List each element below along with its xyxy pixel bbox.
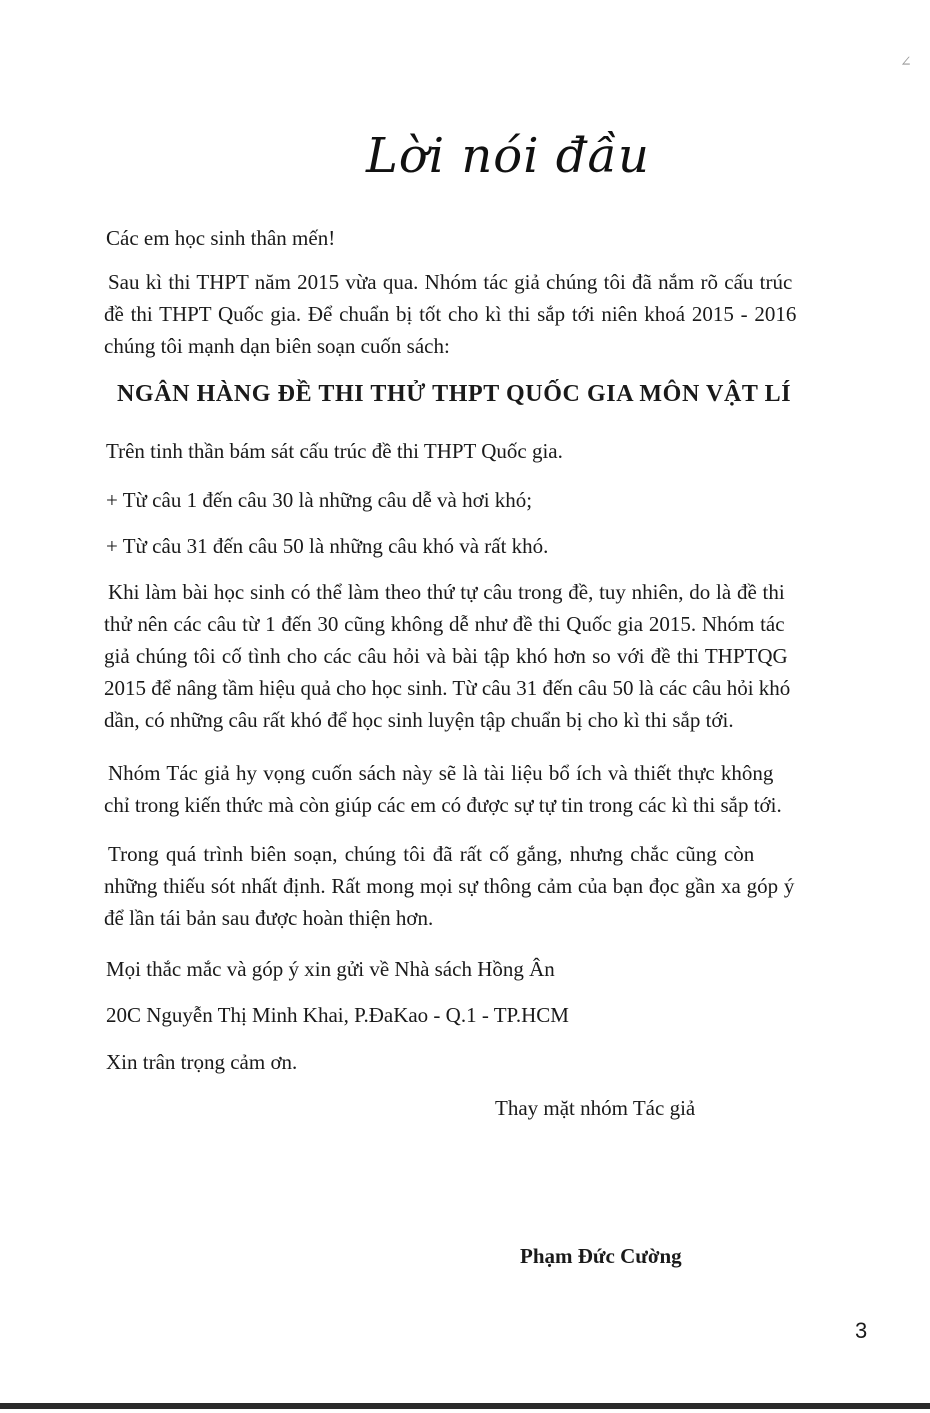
apology-line: Trong quá trình biên soạn, chúng tôi đã rất cố gắng, nhưng chắc cũng còn (108, 842, 755, 866)
hope-line: chỉ trong kiến thức mà còn giúp các em có được sự tự tin trong các kì thi sắp tới. (104, 793, 782, 817)
address-line: 20C Nguyễn Thị Minh Khai, P.ĐaKao - Q.1 - TP.HCM (106, 1003, 569, 1027)
page-number: 3 (855, 1318, 868, 1343)
guidance-line: 2015 để nâng tầm hiệu quả cho học sinh. Từ câu 31 đến câu 50 là các câu hỏi khó (104, 676, 791, 700)
thanks-line: Xin trân trọng cảm ơn. (106, 1050, 298, 1074)
book-title: NGÂN HÀNG ĐỀ THI THỬ THPT QUỐC GIA MÔN VẬT LÍ (117, 381, 792, 407)
intro-paragraph (106, 266, 870, 362)
hope-paragraph (106, 757, 870, 821)
corner-mark: ∠ (900, 54, 912, 70)
structure-note: Trên tinh thần bám sát cấu trúc đề thi THPT Quốc gia. (106, 439, 563, 463)
apology-paragraph (106, 838, 870, 934)
intro-line: Sau kì thi THPT năm 2015 vừa qua. Nhóm tác giả chúng tôi đã nắm rõ cấu trúc (108, 270, 793, 294)
author-name: Phạm Đức Cường (520, 1244, 682, 1268)
bottom-rule (0, 1403, 930, 1409)
guidance-paragraph (106, 576, 870, 736)
bullet-item: + Từ câu 1 đến câu 30 là những câu dễ và hơi khó; (106, 488, 533, 512)
intro-line: chúng tôi mạnh dạn biên soạn cuốn sách: (104, 334, 450, 358)
bullet-item: + Từ câu 31 đến câu 50 là những câu khó và rất khó. (106, 534, 549, 558)
apology-line: để lần tái bản sau được hoàn thiện hơn. (104, 906, 434, 930)
guidance-line: thử nên các câu từ 1 đến 30 cũng không dễ như đề thi Quốc gia 2015. Nhóm tác (104, 612, 785, 636)
apology-line: những thiếu sót nhất định. Rất mong mọi sự thông cảm của bạn đọc gần xa góp ý (104, 874, 795, 898)
greeting: Các em học sinh thân mến! (106, 226, 336, 250)
page-heading: Lời nói đầu (366, 128, 650, 184)
intro-line: đề thi THPT Quốc gia. Để chuẩn bị tốt cho kì thi sắp tới niên khoá 2015 - 2016 (104, 302, 797, 326)
on-behalf-line: Thay mặt nhóm Tác giả (495, 1096, 696, 1120)
contact-line: Mọi thắc mắc và góp ý xin gửi về Nhà sách Hồng Ân (106, 957, 555, 981)
guidance-line: dần, có những câu rất khó để học sinh luyện tập chuẩn bị cho kì thi sắp tới. (104, 708, 734, 732)
guidance-line: giả chúng tôi cố tình cho các câu hỏi và bài tập khó hơn so với đề thi THPTQG (104, 644, 788, 668)
hope-line: Nhóm Tác giả hy vọng cuốn sách này sẽ là tài liệu bổ ích và thiết thực không (108, 761, 774, 785)
guidance-line: Khi làm bài học sinh có thể làm theo thứ tự câu trong đề, tuy nhiên, do là đề thi (108, 580, 785, 604)
